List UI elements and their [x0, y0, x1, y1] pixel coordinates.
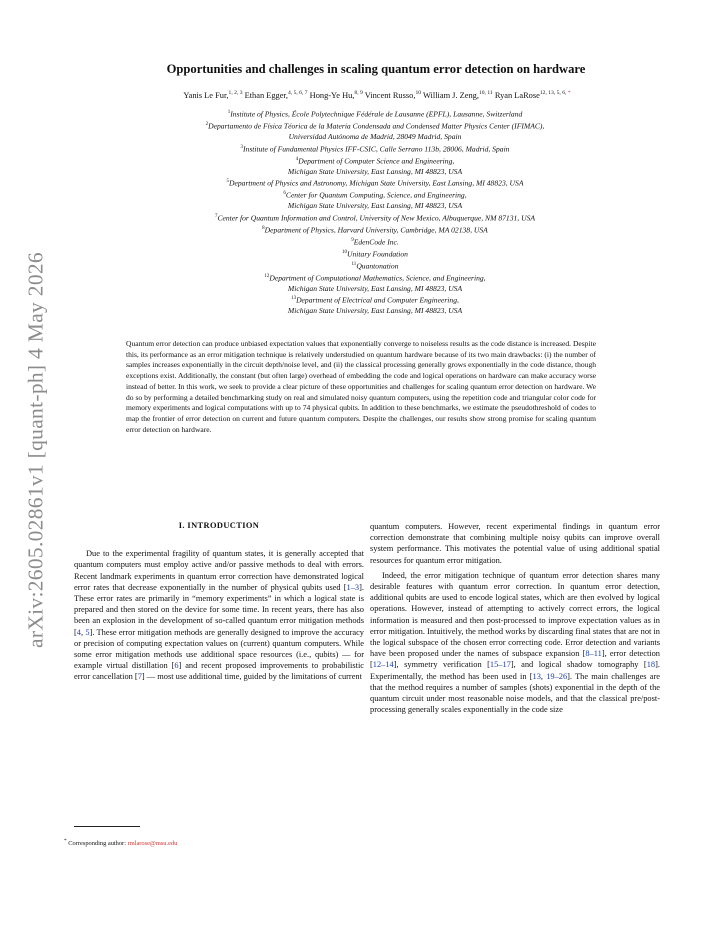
affiliation-text: Department of Physics, Harvard University, Cambridge, MA 02138, USA [264, 225, 488, 235]
author-affiliation-marks: 10 [415, 90, 422, 96]
affiliation-number: 1 [227, 110, 231, 115]
affiliation-line [60, 248, 690, 260]
paragraph-text: ], symmetry verification [ [393, 660, 490, 670]
affiliation-line [60, 167, 690, 178]
intro-paragraph-2 [370, 521, 660, 566]
author-name: Ethan Egger, [244, 90, 288, 100]
paragraph-text: Due to the experimental fragility of quantum states, it is generally accepted that quantum computers must employ active and/or passive methods to deal with errors. Recent landmark experiments in quantum error correction have demonstrated logical error rates that decrease exponentially in the number of physical qubits used [ [74, 549, 364, 592]
affiliation-number: 12 [264, 273, 270, 279]
citation-link[interactable]: 18 [646, 660, 656, 670]
paragraph-text: ], and logical shadow tomography [ [510, 660, 647, 670]
arxiv-identifier-stamp [16, 240, 56, 660]
paragraph-text: ]. Experimentally, the method has been used in [ [370, 660, 660, 681]
citation-link[interactable]: 7 [137, 672, 142, 682]
author-affiliation-marks: 4, 5, 6, 7 [287, 90, 308, 96]
affiliation-text: EdenCode Inc. [353, 237, 399, 247]
paragraph-text: ] — most use additional time, guided by the limitations of current [141, 672, 362, 682]
intro-paragraph-3 [370, 570, 660, 716]
affiliation-text: Department of Computer Science and Engineering, [298, 156, 455, 166]
affiliation-line [60, 201, 690, 212]
affiliation-number: 2 [205, 122, 209, 128]
author-affiliation-marks: 10, 11 [478, 90, 493, 96]
author-name: Vincent Russo, [364, 90, 416, 100]
affiliation-number: 6 [283, 191, 286, 197]
affiliation-text: Department of Electrical and Computer Engineering, [296, 295, 459, 305]
affiliation-line [60, 155, 690, 167]
citation-link[interactable]: 6 [174, 661, 179, 671]
footnote [64, 838, 177, 847]
section-heading-introduction: I. INTRODUCTION [178, 521, 260, 530]
affiliation-line [60, 294, 690, 306]
intro-paragraph-1 [74, 548, 364, 682]
affiliation-text: Michigan State University, East Lansing, MI 48823, USA [287, 283, 463, 293]
affiliation-text: Center for Quantum Information and Control, University of New Mexico, Albuquerque, NM 87131, USA [217, 213, 536, 223]
affiliation-text: Department of Physics and Astronomy, Michigan State University, East Lansing, MI 48823, USA [229, 178, 524, 188]
author-name: Ryan LaRose [494, 90, 540, 100]
affiliation-line [60, 120, 690, 132]
abstract: Quantum error detection can produce unbiased expectation values that exponentially converge to noiseless results as the code distance is increased. Despite this, its performance as an error mitigation technique is relatively understudied on quantum hardware because of its two main drawbacks: (i) the number of samples increases exponentially in the circuit depth/noise level, and (ii) the classical processing generally grows exponentially in the code distance, though exceptions exist. Additionally, the constant (but often large) overhead of embedding the code and logical operations on hardware can make accuracy worse instead of better. In this work, we seek to provide a clear picture of these opportunities and challenges for scaling quantum error detection on hardware. We do so by performing a detailed benchmarking study on real and simulated noisy quantum computers, using the repetition code and triangular color code for memory experiments and logical computations with up to 74 physical qubits. In addition to these benchmarks, we estimate the pseudothreshold of codes to map the frontier of error detection on current and future quantum computers. Despite the challenges, our results show strong promise for scaling quantum error detection on hardware. [126, 339, 596, 434]
paragraph-text: , [540, 671, 547, 681]
affiliation-number: 4 [295, 156, 299, 162]
affiliation-text: Universidad Autónoma de Madrid, 28049 Madrid, Spain [288, 132, 462, 142]
citation-link[interactable]: 19–26 [546, 671, 568, 681]
citation-link[interactable]: 8–11 [585, 649, 602, 659]
citation-link[interactable]: 13 [532, 671, 541, 681]
affiliation-line [60, 143, 690, 155]
citation-link[interactable]: 1–3 [346, 582, 360, 592]
affiliations-list [60, 108, 690, 317]
footnote-divider [74, 826, 140, 827]
paragraph-text: ]. These error mitigation methods are generally designed to improve the accuracy or precision of computing expectation values on (current) quantum computers. While some error mitigation methods use additional space resources (i.e., qubits) — for example virtual distillation [ [74, 627, 364, 671]
paragraph-text: ] and recent proposed improvements to probabilistic error cancellation [ [74, 661, 364, 682]
author-affiliation-marks: 8, 9 [354, 90, 363, 96]
affiliation-line [60, 272, 690, 284]
citation-link[interactable]: 15–17 [489, 660, 511, 670]
affiliation-number: 5 [226, 179, 230, 185]
paper-title: Opportunities and challenges in scaling quantum error detection on hardware [166, 62, 586, 76]
paragraph-text: quantum computers. However, recent experimental findings in quantum error correction demonstrate that combining multiple noisy qubits can improve overall system performance. This motivates the potential value of using additional spatial resources for quantum error mitigation. [370, 522, 660, 565]
affiliation-line [60, 132, 690, 143]
footnote-marker: * [64, 838, 67, 844]
citation-link[interactable]: 4 [76, 627, 81, 637]
affiliation-line [60, 224, 690, 236]
affiliation-line [60, 236, 690, 248]
author-name: Hong-Ye Hu, [309, 90, 355, 100]
affiliation-line [60, 189, 690, 201]
affiliation-number: 11 [351, 261, 357, 267]
affiliation-line [60, 212, 690, 224]
citation-link[interactable]: 5 [85, 627, 90, 637]
affiliation-text: Institute of Physics, École Polytechnique Fédérale de Lausanne (EPFL), Lausanne, Switzerland [230, 109, 523, 119]
paragraph-text: ], error detection [ [370, 649, 660, 670]
paragraph-text: ]. The main challenges are that the method requires a number of samples (shots) exponential in the depth of the quantum circuit under most reasonable noise models, and that the classical pre/post-processing generally scales exponentially in the code size [370, 671, 660, 715]
affiliation-number: 9 [351, 237, 354, 243]
affiliation-number: 8 [262, 225, 265, 231]
citation-link[interactable]: 12–14 [372, 660, 394, 670]
affiliation-text: Departamento de Física Téorica de la Materia Condensada and Condensed Matter Physics Center (IFIMAC), [208, 121, 545, 131]
affiliation-text: Center for Quantum Computing, Science, and Engineering, [285, 190, 467, 200]
affiliation-number: 7 [214, 213, 218, 219]
author-name: Yanis Le Fur, [183, 90, 229, 100]
affiliation-text: Unitary Foundation [347, 249, 408, 259]
affiliation-line [60, 306, 690, 317]
affiliation-text: Michigan State University, East Lansing, MI 48823, USA [287, 166, 463, 176]
footnote-label: Corresponding author: [68, 840, 126, 848]
right-column [370, 521, 660, 719]
author-name: William J. Zeng, [422, 90, 479, 100]
affiliation-number: 3 [240, 144, 244, 150]
paragraph-text: Indeed, the error mitigation technique of quantum error detection shares many desirable features with quantum error correction. In quantum error detection, additional qubits are used to encode logical states, which are then evolved by logical operations. However, instead of attempting to actively correct errors, the logical information is measured and then post-processed to improve expectation values as in error mitigation. Intuitively, the method works by discarding final states that are not in the logical subspace of the chosen error correcting code. Error detection and variants have been proposed under the names of subspace expansion [ [370, 570, 660, 659]
affiliation-line [60, 284, 690, 295]
affiliation-number: 10 [342, 249, 348, 255]
author-affiliation-marks: 12, 13, 5, 6, [539, 90, 568, 96]
author-affiliation-marks: 1, 2, 3 [228, 90, 243, 96]
author-list [56, 90, 698, 100]
affiliation-text: Institute of Fundamental Physics IFF-CSIC, Calle Serrano 113b, 28006, Madrid, Spain [243, 144, 510, 154]
affiliation-text: Quantonation [356, 261, 399, 271]
arxiv-stamp-text: arXiv:2605.02861v1 [quant-ph] 4 May 2026 [23, 252, 48, 648]
affiliation-number: 13 [291, 296, 297, 302]
left-column [74, 520, 364, 687]
affiliation-text: Michigan State University, East Lansing, MI 48823, USA [287, 306, 463, 316]
affiliation-text: Department of Computational Mathematics, Science, and Engineering, [269, 273, 486, 283]
paragraph-text: ]. These error rates are primarily in “memory experiments” in which a logical state is prepared and then stored on the device for some time. In recent years, there has also been an explosion in the development of so-called quantum error mitigation methods [ [74, 582, 364, 637]
paragraph-text: , [80, 627, 86, 637]
affiliation-text: Michigan State University, East Lansing, MI 48823, USA [287, 201, 463, 211]
corresponding-email-link[interactable]: rmlarose@msu.edu [127, 840, 178, 848]
corresponding-author-marker[interactable]: * [567, 90, 571, 96]
affiliation-line [60, 177, 690, 189]
affiliation-line [60, 260, 690, 272]
affiliation-line [60, 108, 690, 120]
